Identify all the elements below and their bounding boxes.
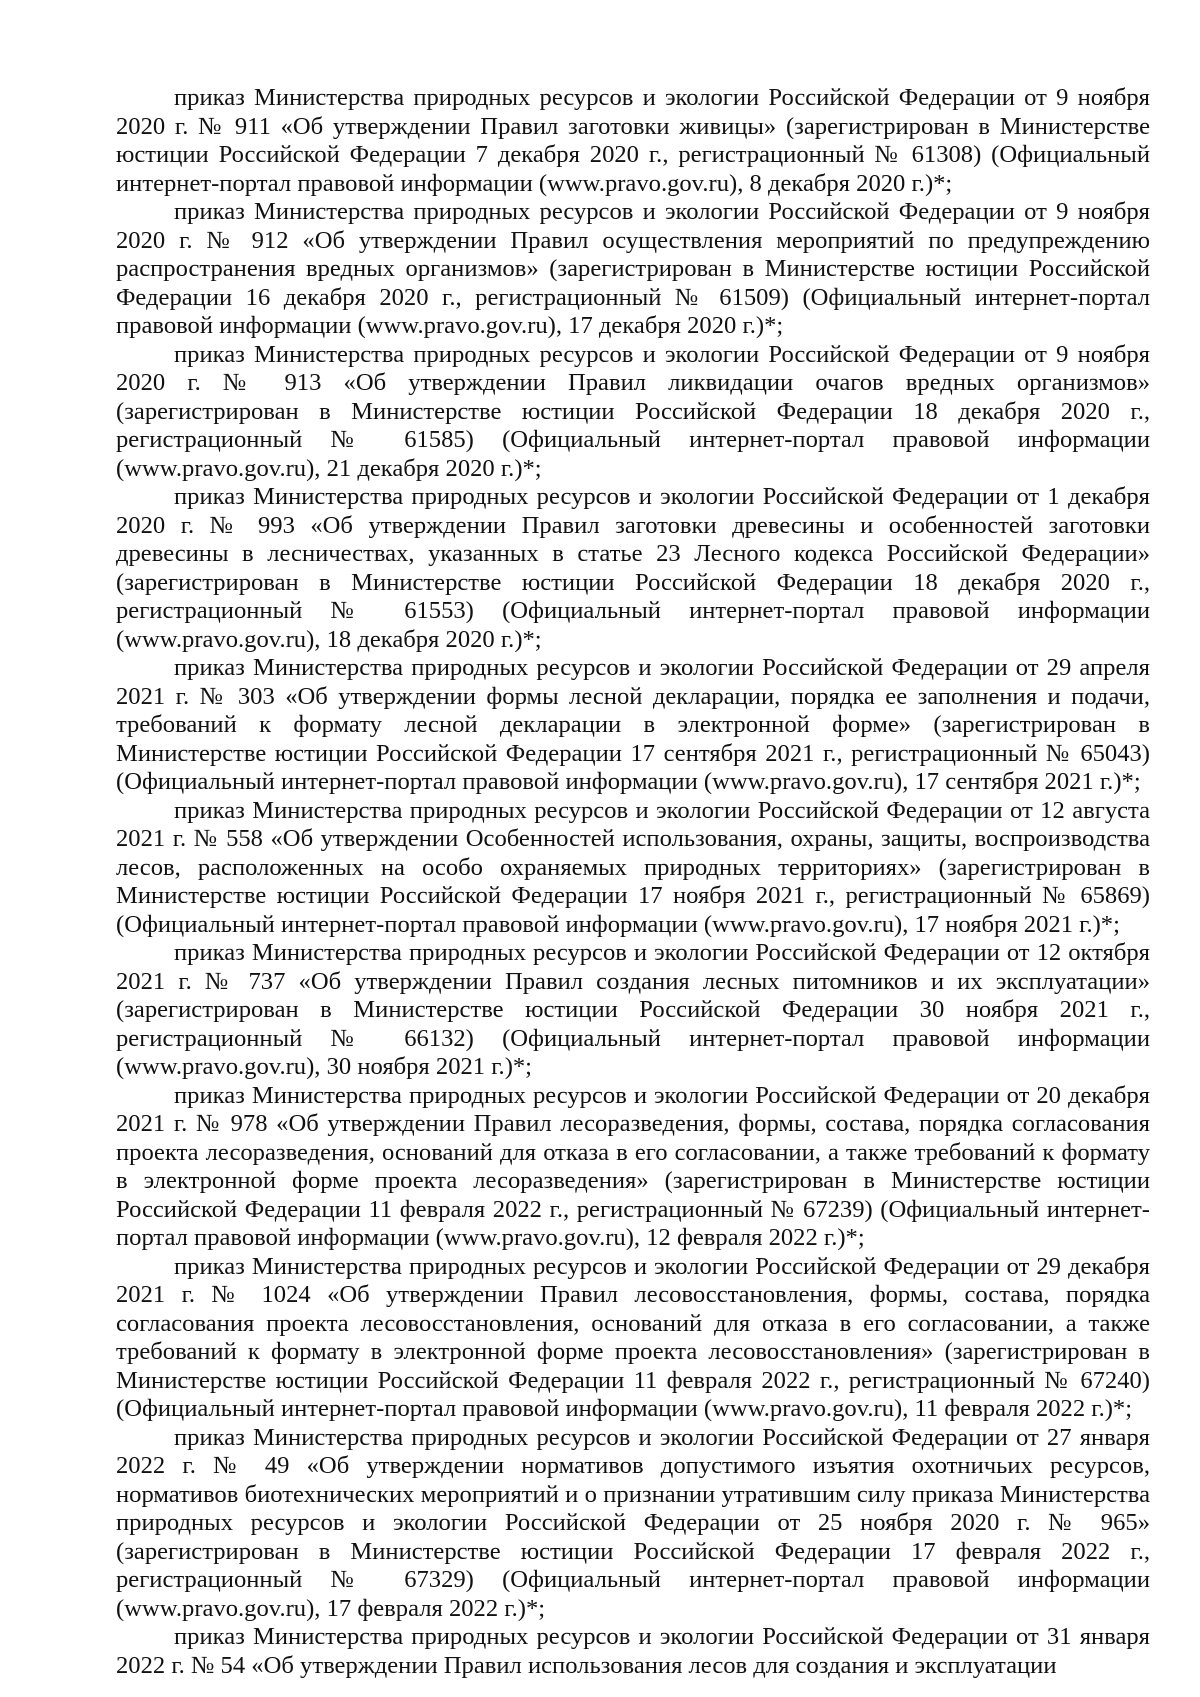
document-paragraph: приказ Министерства природных ресурсов и экологии Российской Федерации от 29 апреля 2021 г. № 303 «Об утверждении формы лесной декларации, порядка ее заполнения и подачи, требований к формату лесной декларации в электронной форме» (зарегистрирован в Министерстве юстиции Российской Федерации 17 сентября 2021 г., регистрационный № 65043) (Официальный интернет-портал правовой информации (www.pravo.gov.ru), 17 сентября 2021 г.)*; <box>116 654 1150 795</box>
document-paragraph: приказ Министерства природных ресурсов и экологии Российской Федерации от 1 декабря 2020 г. № 993 «Об утверждении Правил заготовки древесины и особенностей заготовки древесины в лесничествах, указанных в статье 23 Лесного кодекса Российской Федерации» (зарегистрирован в Министерстве юстиции Российской Федерации 18 декабря 2020 г., регистрационный № 61553) (Официальный интернет-портал правовой информации (www.pravo.gov.ru), 18 декабря 2020 г.)*; <box>116 483 1150 653</box>
document-page <box>116 84 1150 1680</box>
document-paragraph: приказ Министерства природных ресурсов и экологии Российской Федерации от 12 октября 2021 г. № 737 «Об утверждении Правил создания лесных питомников и их эксплуатации» (зарегистрирован в Министерстве юстиции Российской Федерации 30 ноября 2021 г., регистрационный № 66132) (Официальный интернет-портал правовой информации (www.pravo.gov.ru), 30 ноября 2021 г.)*; <box>116 939 1150 1080</box>
document-paragraph: приказ Министерства природных ресурсов и экологии Российской Федерации от 27 января 2022 г. № 49 «Об утверждении нормативов допустимого изъятия охотничьих ресурсов, нормативов биотехнических мероприятий и о признании утратившим силу приказа Министерства природных ресурсов и экологии Российской Федерации от 25 ноября 2020 г. № 965» (зарегистрирован в Министерстве юстиции Российской Федерации 17 февраля 2022 г., регистрационный № 67329) (Официальный интернет-портал правовой информации (www.pravo.gov.ru), 17 февраля 2022 г.)*; <box>116 1423 1150 1622</box>
document-paragraph: приказ Министерства природных ресурсов и экологии Российской Федерации от 12 августа 2021 г. № 558 «Об утверждении Особенностей использования, охраны, защиты, воспроизводства лесов, расположенных на особо охраняемых природных территориях» (зарегистрирован в Министерстве юстиции Российской Федерации 17 ноября 2021 г., регистрационный № 65869) (Официальный интернет-портал правовой информации (www.pravo.gov.ru), 17 ноября 2021 г.)*; <box>116 796 1150 938</box>
document-paragraph: приказ Министерства природных ресурсов и экологии Российской Федерации от 20 декабря 2021 г. № 978 «Об утверждении Правил лесоразведения, формы, состава, порядка согласования проекта лесоразведения, оснований для отказа в его согласовании, а также требований к формату в электронной форме проекта лесоразведения» (зарегистрирован в Министерстве юстиции Российской Федерации 11 февраля 2022 г., регистрационный № 67239) (Официальный интернет-портал правовой информации (www.pravo.gov.ru), 12 февраля 2022 г.)*; <box>116 1081 1150 1251</box>
document-paragraph: приказ Министерства природных ресурсов и экологии Российской Федерации от 29 декабря 2021 г. № 1024 «Об утверждении Правил лесовосстановления, формы, состава, порядка согласования проекта лесовосстановления, оснований для отказа в его согласовании, а также требований к формату в электронной форме проекта лесовосстановления» (зарегистрирован в Министерстве юстиции Российской Федерации 11 февраля 2022 г., регистрационный № 67240) (Официальный интернет-портал правовой информации (www.pravo.gov.ru), 11 февраля 2022 г.)*; <box>116 1252 1150 1422</box>
document-paragraph: приказ Министерства природных ресурсов и экологии Российской Федерации от 31 января 2022 г. № 54 «Об утверждении Правил использования лесов для создания и эксплуатации <box>116 1623 1150 1679</box>
document-paragraph: приказ Министерства природных ресурсов и экологии Российской Федерации от 9 ноября 2020 г. № 911 «Об утверждении Правил заготовки живицы» (зарегистрирован в Министерстве юстиции Российской Федерации 7 декабря 2020 г., регистрационный № 61308) (Официальный интернет-портал правовой информации (www.pravo.gov.ru), 8 декабря 2020 г.)*; <box>116 84 1150 197</box>
document-paragraph: приказ Министерства природных ресурсов и экологии Российской Федерации от 9 ноября 2020 г. № 913 «Об утверждении Правил ликвидации очагов вредных организмов» (зарегистрирован в Министерстве юстиции Российской Федерации 18 декабря 2020 г., регистрационный № 61585) (Официальный интернет-портал правовой информации (www.pravo.gov.ru), 21 декабря 2020 г.)*; <box>116 340 1150 482</box>
document-paragraph: приказ Министерства природных ресурсов и экологии Российской Федерации от 9 ноября 2020 г. № 912 «Об утверждении Правил осуществления мероприятий по предупреждению распространения вредных организмов» (зарегистрирован в Министерстве юстиции Российской Федерации 16 декабря 2020 г., регистрационный № 61509) (Официальный интернет-портал правовой информации (www.pravo.gov.ru), 17 декабря 2020 г.)*; <box>116 198 1150 339</box>
